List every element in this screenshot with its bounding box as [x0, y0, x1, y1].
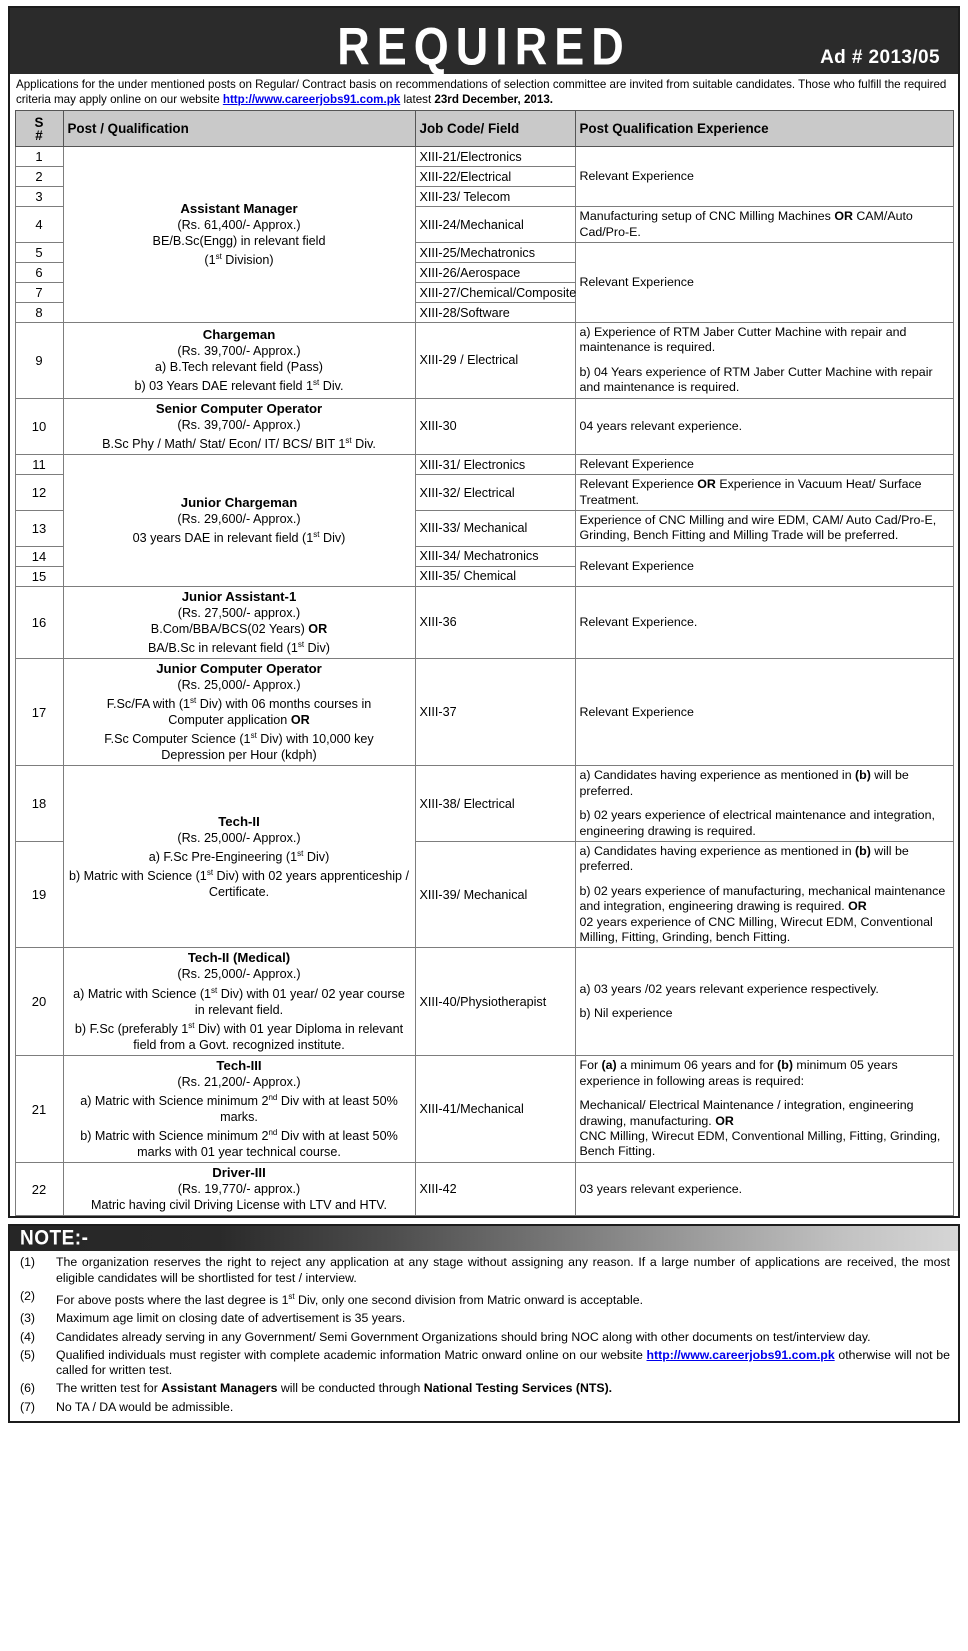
cell-job-code: XIII-25/Mechatronics: [415, 243, 575, 263]
note-item: [18, 1400, 950, 1415]
intro-text-part2: latest: [400, 92, 435, 106]
cell-experience: Relevant Experience: [575, 147, 953, 207]
intro-text-part1: Applications for the under mentioned posts on Regular/ Contract basis on recommendations of selection committee are invited from suitable candidates. Those who fulfill the required criteria may apply online on our website: [16, 78, 947, 106]
note-banner: [10, 1226, 958, 1251]
cell-serial-number: 17: [15, 659, 63, 766]
cell-experience: 03 years relevant experience.: [575, 1163, 953, 1216]
note-text: Qualified individuals must register with complete academic information Matric onward online on our website: [56, 1347, 647, 1362]
note-item: [18, 1330, 950, 1345]
cell-serial-number: 2: [15, 167, 63, 187]
cell-job-code: XIII-28/Software: [415, 303, 575, 323]
note-number: (5): [20, 1347, 36, 1362]
cell-serial-number: 10: [15, 398, 63, 454]
table-row: [15, 323, 953, 399]
serial-header-line1: S: [34, 114, 44, 130]
cell-experience: a) Candidates having experience as mentioned in (b) will be preferred. b) 02 years experience of manufacturing, mechanical maintenance and integration, engineering drawing is required. OR 02 years experience of CNC Milling, Wirecut EDM, Conventional Milling, Fitting, Grinding, bench Fitting.: [575, 842, 953, 948]
table-row: [15, 147, 953, 167]
cell-serial-number: 16: [15, 586, 63, 658]
note-number: (7): [20, 1399, 36, 1414]
cell-job-code: XIII-29 / Electrical: [415, 323, 575, 399]
note-number: (4): [20, 1329, 36, 1344]
note-banner-label: NOTE:-: [20, 1227, 89, 1251]
table-row: [15, 766, 953, 842]
ad-number: Ad # 2013/05: [820, 47, 940, 68]
cell-serial-number: 9: [15, 323, 63, 399]
table-row: [15, 948, 953, 1055]
table-row: [15, 1055, 953, 1162]
cell-job-code: XIII-30: [415, 398, 575, 454]
cell-post-qualification: Chargeman (Rs. 39,700/- Approx.) a) B.Tech relevant field (Pass) b) 03 Years DAE relevant field 1st Div.: [63, 323, 415, 399]
cell-job-code: XIII-27/Chemical/Composite: [415, 283, 575, 303]
note-bold-term: Assistant Managers: [161, 1381, 278, 1396]
note-bold-term: National Testing Services (NTS).: [423, 1381, 613, 1396]
cell-job-code: XIII-38/ Electrical: [415, 766, 575, 842]
cell-serial-number: 14: [15, 546, 63, 566]
note-text: Maximum age limit on closing date of advertisement is 35 years.: [56, 1311, 406, 1326]
cell-post-qualification: Junior Chargeman (Rs. 29,600/- Approx.) 03 years DAE in relevant field (1st Div): [63, 454, 415, 586]
note-text: No TA / DA would be admissible.: [56, 1399, 234, 1414]
cell-job-code: XIII-23/ Telecom: [415, 187, 575, 207]
table-row: [15, 659, 953, 766]
cell-serial-number: 8: [15, 303, 63, 323]
note-item: [18, 1311, 950, 1326]
note-list: [10, 1251, 958, 1415]
cell-experience: a) Candidates having experience as mentioned in (b) will be preferred. b) 02 years experience of electrical maintenance and integration, engineering drawing is required.: [575, 766, 953, 842]
cell-post-qualification: Assistant Manager (Rs. 61,400/- Approx.) BE/B.Sc(Engg) in relevant field (1st Division): [63, 147, 415, 323]
cell-job-code: XIII-41/Mechanical: [415, 1055, 575, 1162]
cell-serial-number: 7: [15, 283, 63, 303]
note-text-after: otherwise will not be called for written test.: [56, 1347, 950, 1378]
careerjobs-website-link[interactable]: http://www.careerjobs91.com.pk: [646, 1347, 835, 1362]
cell-serial-number: 11: [15, 454, 63, 474]
cell-serial-number: 18: [15, 766, 63, 842]
main-frame: [8, 6, 960, 1218]
cell-job-code: XIII-40/Physiotherapist: [415, 948, 575, 1055]
cell-experience: Experience of CNC Milling and wire EDM, CAM/ Auto Cad/Pro-E, Grinding, Bench Fitting and Milling Trade will be preferred.: [575, 511, 953, 547]
cell-serial-number: 22: [15, 1163, 63, 1216]
note-item: [18, 1348, 950, 1379]
note-item: [18, 1381, 950, 1396]
cell-job-code: XIII-24/Mechanical: [415, 207, 575, 243]
cell-post-qualification: Junior Assistant-1 (Rs. 27,500/- approx.) B.Com/BBA/BCS(02 Years) OR BA/B.Sc in relevant field (1st Div): [63, 586, 415, 658]
note-text: The written test for Assistant Managers will be conducted through National Testing Services (NTS).: [56, 1381, 613, 1396]
column-header-serial: [15, 111, 63, 147]
jobs-table: [15, 110, 954, 1216]
cell-job-code: XIII-36: [415, 586, 575, 658]
table-row: [15, 1163, 953, 1216]
table-header: [15, 111, 953, 147]
table-header-row: [15, 111, 953, 147]
cell-serial-number: 13: [15, 511, 63, 547]
cell-post-qualification: Driver-III (Rs. 19,770/- approx.) Matric having civil Driving License with LTV and HTV.: [63, 1163, 415, 1216]
cell-serial-number: 15: [15, 566, 63, 586]
note-number: (3): [20, 1311, 36, 1326]
cell-job-code: XIII-39/ Mechanical: [415, 842, 575, 948]
careerjobs-website-link[interactable]: http://www.careerjobs91.com.pk: [222, 92, 401, 106]
cell-serial-number: 19: [15, 842, 63, 948]
note-text: Candidates already serving in any Government/ Semi Government Organizations should bring NOC along with other documents on test/interview day.: [56, 1329, 871, 1344]
cell-job-code: XIII-22/Electrical: [415, 167, 575, 187]
cell-serial-number: 20: [15, 948, 63, 1055]
cell-job-code: XIII-21/Electronics: [415, 147, 575, 167]
masthead: [10, 8, 958, 77]
table-row: [15, 586, 953, 658]
note-section: [8, 1224, 960, 1423]
note-number: (2): [20, 1288, 36, 1303]
cell-experience: a) Experience of RTM Jaber Cutter Machine with repair and maintenance is required. b) 04 Years experience of RTM Jaber Cutter Machine with repair and maintenance is required.: [575, 323, 953, 399]
cell-serial-number: 21: [15, 1055, 63, 1162]
cell-post-qualification: Tech-II (Rs. 25,000/- Approx.) a) F.Sc Pre-Engineering (1st Div) b) Matric with Science (1st Div) with 02 years apprenticeship / Certificate.: [63, 766, 415, 948]
cell-serial-number: 12: [15, 475, 63, 511]
cell-serial-number: 4: [15, 207, 63, 243]
cell-post-qualification: Junior Computer Operator (Rs. 25,000/- Approx.) F.Sc/FA with (1st Div) with 06 months courses in Computer application OR F.Sc Computer Science (1st Div) with 10,000 key Depression per Hour (kdph): [63, 659, 415, 766]
cell-job-code: XIII-34/ Mechatronics: [415, 546, 575, 566]
cell-experience: a) 03 years /02 years relevant experience respectively. b) Nil experience: [575, 948, 953, 1055]
note-item: [18, 1289, 950, 1308]
cell-experience: Relevant Experience: [575, 243, 953, 323]
note-text: The organization reserves the right to reject any application at any stage without assigning any reason. If a large number of applications are received, the most eligible candidates will be shortlisted for test / interview.: [56, 1255, 950, 1285]
table-row: [15, 398, 953, 454]
cell-post-qualification: Tech-III (Rs. 21,200/- Approx.) a) Matric with Science minimum 2nd Div with at least 50% marks. b) Matric with Science minimum 2nd Div with at least 50% marks with 01 year technical course.: [63, 1055, 415, 1162]
cell-experience: Relevant Experience: [575, 659, 953, 766]
cell-experience: Relevant Experience: [575, 546, 953, 586]
cell-serial-number: 6: [15, 263, 63, 283]
column-header-post: Post / Qualification: [63, 111, 415, 147]
note-item: [18, 1255, 950, 1286]
cell-job-code: XIII-26/Aerospace: [415, 263, 575, 283]
cell-job-code: XIII-35/ Chemical: [415, 566, 575, 586]
table-row: [15, 454, 953, 474]
cell-serial-number: 3: [15, 187, 63, 207]
column-header-jobcode: Job Code/ Field: [415, 111, 575, 147]
column-header-experience: Post Qualification Experience: [575, 111, 953, 147]
cell-serial-number: 5: [15, 243, 63, 263]
cell-job-code: XIII-33/ Mechanical: [415, 511, 575, 547]
cell-experience: Relevant Experience.: [575, 586, 953, 658]
cell-job-code: XIII-32/ Electrical: [415, 475, 575, 511]
cell-experience: Manufacturing setup of CNC Milling Machines OR CAM/Auto Cad/Pro-E.: [575, 207, 953, 243]
table-body: [15, 147, 953, 1216]
cell-job-code: XIII-31/ Electronics: [415, 454, 575, 474]
cell-post-qualification: Tech-II (Medical) (Rs. 25,000/- Approx.) a) Matric with Science (1st Div) with 01 year/ 02 year course in relevant field. b) F.Sc (preferably 1st Div) with 01 year Diploma in relevant field from a Govt. recognized institute.: [63, 948, 415, 1055]
cell-post-qualification: Senior Computer Operator (Rs. 39,700/- Approx.) B.Sc Phy / Math/ Stat/ Econ/ IT/ BCS/ BIT 1st Div.: [63, 398, 415, 454]
cell-experience: Relevant Experience: [575, 454, 953, 474]
cell-experience: For (a) a minimum 06 years and for (b) minimum 05 years experience in following areas is required: Mechanical/ Electrical Maintenance / integration, engineering drawing, manufacturing. OR CNC Milling, Wirecut EDM, Conventional Milling, Fitting, Grinding, Bench Fitting.: [575, 1055, 953, 1162]
cell-job-code: XIII-37: [415, 659, 575, 766]
page-title: REQUIRED: [337, 15, 631, 77]
cell-serial-number: 1: [15, 147, 63, 167]
note-text: For above posts where the last degree is 1st Div, only one second division from Matric onward is acceptable.: [56, 1291, 643, 1307]
cell-experience: Relevant Experience OR Experience in Vacuum Heat/ Surface Treatment.: [575, 475, 953, 511]
application-deadline: 23rd December, 2013.: [434, 92, 553, 106]
note-number: (6): [20, 1381, 36, 1396]
serial-header-line2: #: [35, 127, 43, 143]
cell-job-code: XIII-42: [415, 1163, 575, 1216]
cell-experience: 04 years relevant experience.: [575, 398, 953, 454]
note-number: (1): [20, 1255, 36, 1270]
